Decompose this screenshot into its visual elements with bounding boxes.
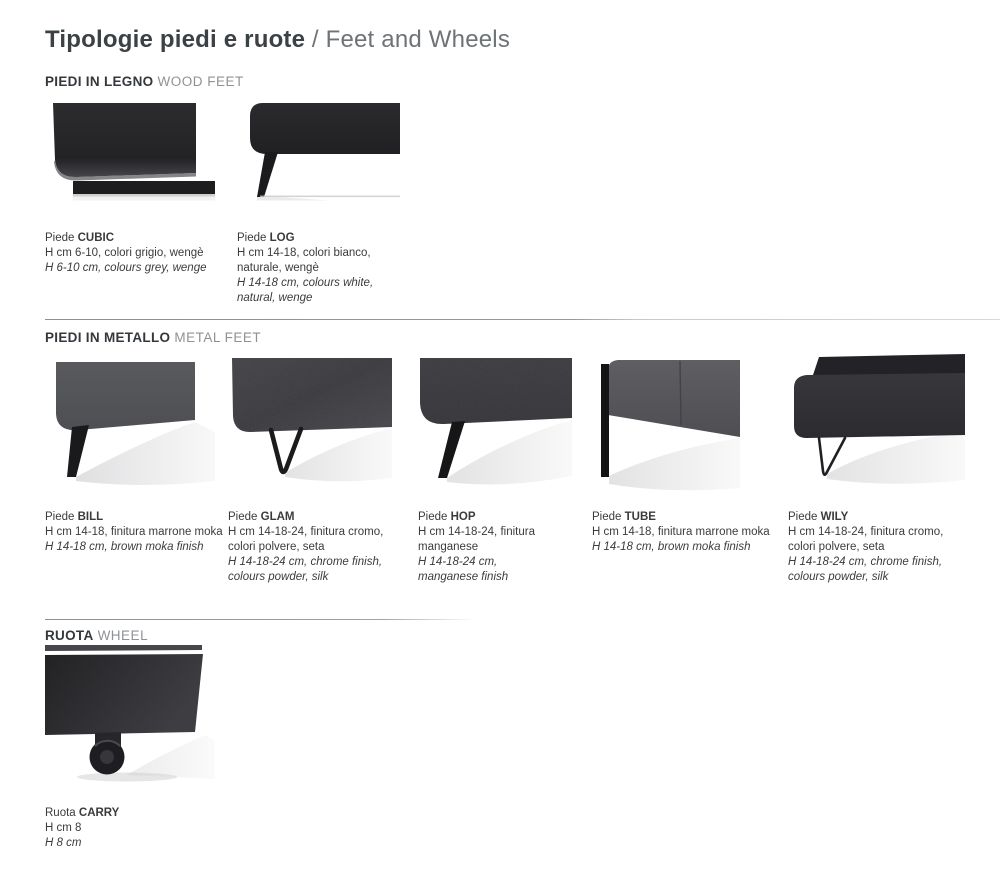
item-text-bill (45, 510, 223, 555)
photo-piede-tube (592, 358, 740, 500)
item-name (592, 510, 770, 525)
item-desc-it: H cm 14-18-24, finitura (418, 526, 535, 538)
item-desc-en: H 6-10 cm, colours grey, wenge (45, 262, 207, 274)
photo-piede-log (237, 100, 400, 207)
item-text-log (237, 231, 373, 306)
item-desc-en: H 14-18 cm, brown moka finish (592, 541, 751, 553)
item-desc-it: H cm 14-18-24, finitura cromo, (228, 526, 384, 538)
floor-shadow (76, 422, 215, 485)
sofa-base (45, 654, 203, 735)
item-model-name: CARRY (78, 807, 120, 819)
photo-piede-cubic (45, 98, 215, 213)
sofa-corner (418, 358, 572, 426)
item-text-wily (788, 510, 943, 585)
metal-leg (67, 425, 89, 477)
photo-piede-bill (45, 360, 215, 500)
item-type-label: Piede (592, 511, 622, 523)
floor-shadow (73, 194, 215, 201)
floor-shadow (609, 438, 740, 490)
item-model-name: GLAM (260, 511, 295, 523)
photo-piede-wily (765, 328, 965, 500)
item-desc-it: colori polvere, seta (788, 541, 885, 553)
item-model-name: TUBE (624, 511, 656, 523)
item-desc-it: H cm 14-18, colori bianco, (237, 247, 371, 259)
heading-english: METAL FEET (174, 330, 262, 345)
item-text-tube (592, 510, 770, 555)
item-type-label: Piede (788, 511, 818, 523)
heading-italian: PIEDI IN METALLO (45, 330, 171, 345)
item-name (45, 806, 119, 821)
heading-english: WHEEL (97, 628, 149, 643)
item-name (418, 510, 535, 525)
item-desc-it: colori polvere, seta (228, 541, 325, 553)
wood-leg (257, 152, 278, 197)
item-desc-en: manganese finish (418, 571, 509, 583)
item-name (228, 510, 383, 525)
item-desc-en: H 14-18-24 cm, chrome finish, (788, 556, 943, 568)
item-name (45, 510, 223, 525)
item-model-name: BILL (77, 511, 104, 523)
sofa-corner (56, 362, 195, 430)
floor-shadow (285, 428, 392, 481)
sofa-corner (794, 373, 965, 438)
heading-italian: PIEDI IN LEGNO (45, 74, 154, 89)
floor-shadow (827, 432, 965, 484)
item-model-name: CUBIC (77, 232, 115, 244)
hairpin-leg (271, 429, 301, 472)
item-desc-it: naturale, wengè (237, 262, 319, 274)
item-type-label: Piede (45, 511, 75, 523)
item-desc-en: H 14-18-24 cm, chrome finish, (228, 556, 383, 568)
sofa-corner (228, 358, 392, 434)
item-desc-en: H 14-18-24 cm, (418, 556, 498, 568)
floor-shadow (447, 420, 572, 484)
item-desc-it: H cm 6-10, colori grigio, wengè (45, 247, 204, 259)
wood-block-foot (73, 181, 215, 194)
item-type-label: Piede (237, 232, 267, 244)
page-title-english: / Feet and Wheels (311, 26, 511, 53)
tube-leg (601, 364, 609, 477)
section-divider (45, 319, 1000, 320)
heading-english: WOOD FEET (157, 74, 244, 89)
item-type-label: Piede (228, 511, 258, 523)
sofa-corner (608, 360, 740, 437)
item-desc-en: H 8 cm (45, 837, 82, 849)
floor-shadow (257, 196, 400, 201)
item-text-glam (228, 510, 383, 585)
section-heading-wood-feet (45, 74, 244, 89)
section-heading-metal-feet (45, 330, 261, 345)
item-desc-en: natural, wenge (237, 292, 313, 304)
photo-piede-glam (228, 358, 392, 500)
sofa-top-edge (45, 645, 202, 651)
item-desc-en: H 14-18 cm, colours white, (237, 277, 374, 289)
sofa-corner (53, 103, 196, 181)
sofa-corner (250, 103, 400, 154)
item-desc-it: H cm 8 (45, 822, 82, 834)
item-type-label: Ruota (45, 807, 76, 819)
photo-ruota-carry (45, 645, 215, 795)
item-model-name: LOG (269, 232, 295, 244)
caster-wheel (90, 732, 125, 775)
item-name (45, 231, 207, 246)
item-text-hop (418, 510, 535, 585)
section-heading-wheel (45, 628, 148, 643)
page-title (45, 26, 510, 53)
item-desc-it: H cm 14-18, finitura marrone moka (45, 526, 223, 538)
item-desc-en: colours powder, silk (788, 571, 889, 583)
item-model-name: WILY (820, 511, 849, 523)
item-text-cubic (45, 231, 207, 276)
item-desc-en: H 14-18 cm, brown moka finish (45, 541, 204, 553)
item-name (788, 510, 943, 525)
item-desc-it: H cm 14-18, finitura marrone moka (592, 526, 770, 538)
item-desc-en: colours powder, silk (228, 571, 329, 583)
item-desc-it: manganese (418, 541, 479, 553)
item-text-carry (45, 806, 119, 851)
section-divider (45, 619, 475, 620)
item-type-label: Piede (45, 232, 75, 244)
item-type-label: Piede (418, 511, 448, 523)
page-title-italian: Tipologie piedi e ruote (45, 26, 306, 53)
item-model-name: HOP (450, 511, 476, 523)
item-desc-it: H cm 14-18-24, finitura cromo, (788, 526, 944, 538)
photo-piede-hop (418, 358, 572, 500)
heading-italian: RUOTA (45, 628, 94, 643)
item-name (237, 231, 373, 246)
